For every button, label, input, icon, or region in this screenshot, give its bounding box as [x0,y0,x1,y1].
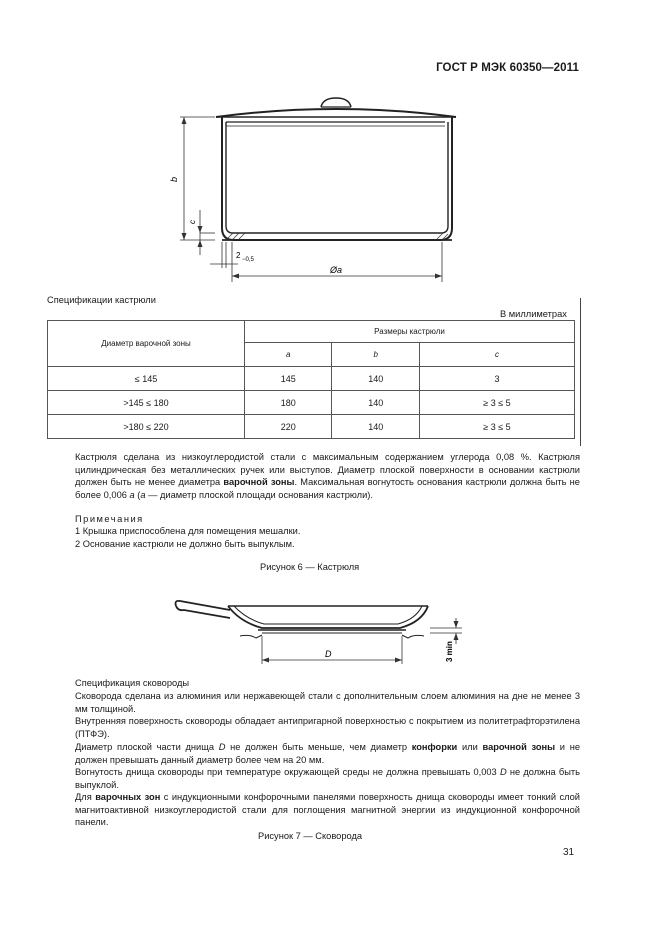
dim-b-label: b [169,176,179,182]
dim-thickness-label: 2 [236,251,241,260]
table-cell: 145 [245,367,332,391]
dim-thickness-tolerance: −0,5 [242,257,254,263]
pan-paragraph: Вогнутость днища сковороды при температуре окружающей среды не должна превышать 0,003 D не должна быть выпуклой. [75,767,580,790]
margin-rule [580,298,581,446]
table-row [48,415,575,439]
table-cell: ≥ 3 ≤ 5 [419,415,574,439]
table-row [48,391,575,415]
saucepan-spec-title: Спецификации кастрюли [47,295,156,305]
note-item: 1 Крышка приспособлена для помещения мешалки. [75,526,301,536]
table-cell: 180 [245,391,332,415]
saucepan-spec-table [47,320,575,439]
dim-min-label: 3 min [445,641,454,662]
table-cell: >145 ≤ 180 [48,391,245,415]
pan-paragraph: Внутренняя поверхность сковороды обладает антипригарной поверхностью с покрытием из политетрафторэтилена (ПТФЭ). [75,716,580,739]
saucepan-description: Кастрюля сделана из низкоуглеродистой стали с максимальным содержанием углерода 0,08 %. Кастрюля цилиндрическая без металлических ручек или выступов. Диаметр плоской поверхности в основании кастрюли должен быть не менее диаметра варочной зоны. Максимальная вогнутость основания кастрюли должна быть не более 0,006 a (a — диаметр плоской площади основания кастрюли). [75,452,580,500]
pan-spec-title: Спецификация сковороды [75,678,190,688]
table-cell: ≥ 3 ≤ 5 [419,391,574,415]
table-cell: 220 [245,415,332,439]
pan-paragraph: Сковорода сделана из алюминия или нержавеющей стали с дополнительным слоем алюминия на дне не менее 3 мм толщиной. [75,691,580,714]
table-cell: >180 ≤ 220 [48,415,245,439]
pan-paragraph: Диаметр плоской части днища D не должен быть меньше, чем диаметр конфорки или варочной зоны и не должен превышать данный диаметр более чем на 20 мм. [75,742,580,765]
figure6-caption: Рисунок 6 — Кастрюля [260,562,360,572]
figure7-caption: Рисунок 7 — Сковорода [258,831,363,841]
sub-header-c: c [419,343,574,367]
dim-a-label: Øa [330,265,343,275]
saucepan-figure [160,90,460,285]
table-cell: 140 [332,415,419,439]
page-number: 31 [563,847,575,858]
dim-c-label: c [188,220,197,224]
notes-title: Примечания [75,514,144,524]
frying-pan-figure [170,592,470,672]
table-cell: 140 [332,367,419,391]
document-header: ГОСТ Р МЭК 60350—2011 [436,62,579,74]
col-header-group: Размеры кастрюли [245,321,575,343]
col-header-zone: Диаметр варочной зоны [48,321,245,367]
units-note: В миллиметрах [500,309,567,319]
table-row [48,367,575,391]
dim-d-label: D [325,649,332,659]
table-cell: ≤ 145 [48,367,245,391]
sub-header-a: a [245,343,332,367]
table-cell: 140 [332,391,419,415]
sub-header-b: b [332,343,419,367]
pan-paragraph: Для варочных зон с индукционными конфорочными панелями поверхность днища сковороды имеет тонкий слой магнитоактивной низкоуглеродистой стали для поглощения магнитной энергии из индукционной конфорочной панели. [75,792,581,828]
table-cell: 3 [419,367,574,391]
note-item: 2 Основание кастрюли не должно быть выпуклым. [75,539,295,549]
